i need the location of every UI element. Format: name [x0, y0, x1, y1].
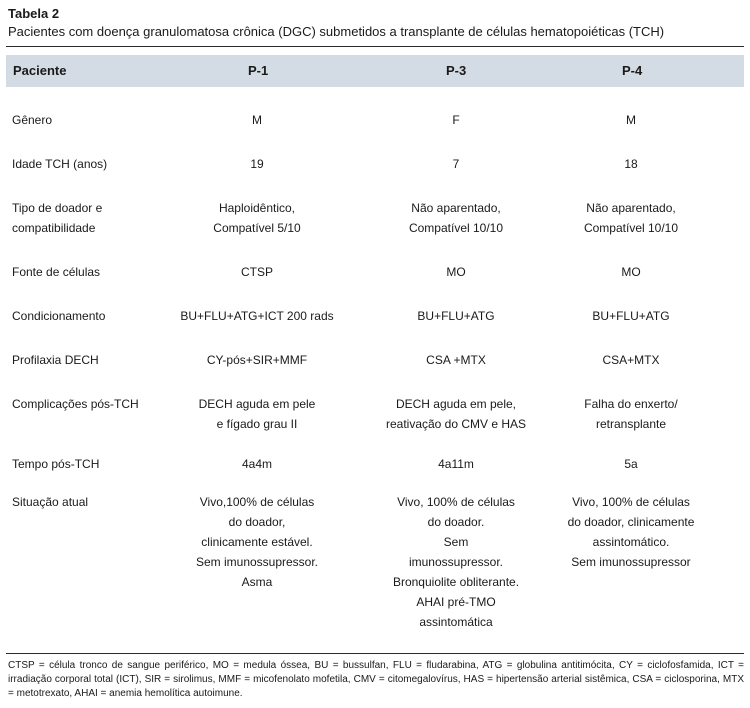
header-p1: P-1 [248, 63, 269, 78]
cell-line: Idade TCH (anos) [12, 157, 108, 171]
cell-line: CSA +MTX [426, 353, 486, 367]
top-rule [6, 46, 744, 47]
header-paciente: Paciente [13, 63, 67, 78]
cell-line: Sem [443, 535, 469, 549]
cell-line: CY-pós+SIR+MMF [206, 353, 308, 367]
table-header [6, 55, 744, 87]
cell-line: Compatível 5/10 [213, 221, 301, 235]
cell-p3 [356, 154, 556, 174]
cell-p4 [531, 350, 731, 370]
cell-line: 4a4m [241, 457, 273, 471]
cell-line: 4a11m [438, 457, 474, 471]
cell-line: Não aparentado, [411, 201, 501, 215]
cell-p3 [356, 394, 556, 434]
cell-line: assintomático. [592, 535, 670, 549]
cell-p4 [531, 306, 731, 326]
cell-line: Não aparentado, [586, 201, 676, 215]
cell-line: e fígado grau II [216, 417, 298, 431]
cell-p4 [531, 110, 731, 130]
cell-line: MO [621, 265, 641, 279]
cell-line: Vivo,100% de células [199, 495, 315, 509]
cell-line: MO [446, 265, 466, 279]
cell-line: Compatível 10/10 [408, 221, 504, 235]
cell-line: Vivo, 100% de células [397, 495, 515, 509]
cell-line: Haploidêntico, [218, 201, 296, 215]
cell-line: 19 [250, 157, 264, 171]
cell-line: 18 [624, 157, 638, 171]
cell-line: CTSP [240, 265, 273, 279]
cell-p1 [157, 492, 357, 592]
cell-p1 [157, 454, 357, 474]
header-p4: P-4 [622, 63, 643, 78]
cell-line: Compatível 10/10 [583, 221, 679, 235]
cell-line: Sem imunossupressor [571, 555, 691, 569]
header-p3: P-3 [446, 63, 467, 78]
cell-line: Situação atual [12, 495, 89, 509]
cell-p1 [157, 262, 357, 282]
table-subtitle: Pacientes com doença granulomatosa crônica (DGC) submetidos a transplante de células hematopoiéticas (TCH) [8, 24, 665, 39]
cell-line: reativação do CMV e HAS [385, 417, 527, 431]
cell-p3 [356, 198, 556, 238]
cell-line: Bronquiolite obliterante. [392, 575, 520, 589]
cell-line: 5a [624, 457, 638, 471]
cell-p3 [356, 492, 556, 632]
cell-line: Vivo, 100% de células [572, 495, 690, 509]
cell-p4 [531, 454, 731, 474]
cell-line: DECH aguda em pele, [395, 397, 517, 411]
cell-line: BU+FLU+ATG [592, 309, 670, 323]
cell-p4 [531, 492, 731, 572]
cell-p3 [356, 350, 556, 370]
cell-line: Sem imunossupressor. [195, 555, 319, 569]
cell-line: Asma [241, 575, 273, 589]
cell-line: do doador, [228, 515, 286, 529]
cell-line: DECH aguda em pele [198, 397, 316, 411]
cell-p3 [356, 306, 556, 326]
cell-p1 [157, 154, 357, 174]
cell-p3 [356, 262, 556, 282]
cell-line: CSA+MTX [602, 353, 660, 367]
cell-p4 [531, 198, 731, 238]
cell-p4 [531, 154, 731, 174]
cell-p4 [531, 262, 731, 282]
cell-p4 [531, 394, 731, 434]
bottom-rule [6, 653, 744, 654]
cell-line: F [452, 113, 460, 127]
cell-p3 [356, 454, 556, 474]
cell-line: BU+FLU+ATG+ICT 200 rads [180, 309, 334, 323]
cell-line: Tipo de doador e [12, 201, 103, 215]
cell-line: BU+FLU+ATG [417, 309, 495, 323]
cell-line: Complicações pós-TCH [12, 397, 139, 411]
cell-p1 [157, 110, 357, 130]
cell-p1 [157, 198, 357, 238]
cell-line: 7 [452, 157, 460, 171]
cell-line: imunossupressor. [408, 555, 504, 569]
cell-p1 [157, 350, 357, 370]
cell-line: assintomática [419, 615, 493, 629]
cell-p1 [157, 394, 357, 434]
cell-line: Fonte de células [12, 265, 101, 279]
cell-line: M [252, 113, 262, 127]
cell-line: Profilaxia DECH [12, 353, 99, 367]
cell-line: Falha do enxerto/ [584, 397, 678, 411]
cell-p3 [356, 110, 556, 130]
table-title: Tabela 2 [8, 6, 60, 21]
cell-line: Gênero [12, 113, 53, 127]
cell-line: do doador, clinicamente [567, 515, 695, 529]
cell-line: AHAI pré-TMO [416, 595, 496, 609]
cell-line: clinicamente estável. [201, 535, 313, 549]
cell-line: compatibilidade [12, 221, 96, 235]
cell-p1 [157, 306, 357, 326]
cell-line: do doador. [427, 515, 485, 529]
table-footnote: CTSP = célula tronco de sangue periférico, MO = medula óssea, BU = bussulfan, FLU = fludarabina, ATG = globulina antitimócita, CY = ciclofosfamida, ICT = irradiação corporal total (ICT), SIR = sirolimus, MMF = micofenolato mofetila, CMV = citomegalovírus, HAS = hipertensão arterial sistêmica, CSA = ciclosporina, MTX = metotrexato, AHAI = anemia hemolítica autoimune. [8, 660, 744, 699]
cell-line: retransplante [595, 417, 667, 431]
cell-line: Condicionamento [12, 309, 106, 323]
cell-line: M [626, 113, 636, 127]
cell-line: Tempo pós-TCH [12, 457, 100, 471]
